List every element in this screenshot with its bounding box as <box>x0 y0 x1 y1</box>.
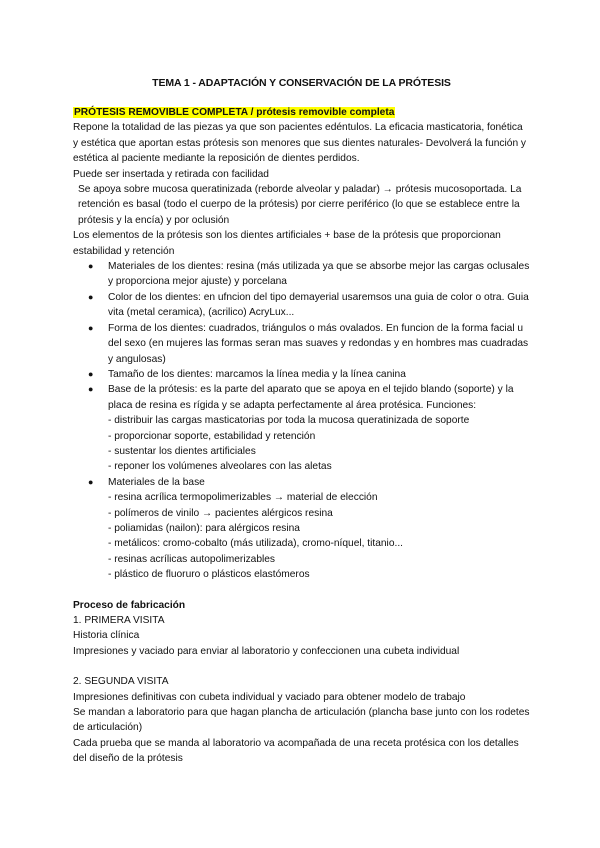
intro-line-insertion: Puede ser insertada y retirada con facilidad <box>73 168 269 180</box>
list-item: ● Base de la prótesis: es la parte del aparato que se apoya en el tejido blando (soporte) y la placa de resina es rígida y se adapta perfectamente al área protésica. Funciones: - distribuir las cargas masticatorias por toda la mucosa queratinizada de soporte - proporcionar soporte, estabilidad y retención - sustentar los dientes artificiales - reponer los volúmenes alveolares con las aletas <box>108 382 530 474</box>
section-heading-highlighted: PRÓTESIS REMOVIBLE COMPLETA / prótesis removible completa <box>74 107 395 118</box>
document-title: TEMA 1 - ADAPTACIÓN Y CONSERVACIÓN DE LA PRÓTESIS <box>152 77 451 89</box>
intro-paragraph-elements: Los elementos de la prótesis son los dientes artificiales + base de la prótesis que proporcionan estabilidad y retención <box>73 230 501 257</box>
sub-item: - proporcionar soporte, estabilidad y retención <box>108 430 316 442</box>
visit-2-line: Cada prueba que se manda al laboratorio va acompañada de una receta protésica con los detalles del diseño de la prótesis <box>73 737 519 765</box>
sub-item: - resina acrílica termopolimerizables → material de elección <box>108 492 378 504</box>
bullet-icon: ● <box>88 322 94 333</box>
visit-1-label: 1. PRIMERA VISITA <box>73 615 165 626</box>
sub-item: - sustentar los dientes artificiales <box>108 445 256 457</box>
visit-2-line: Impresiones definitivas con cubeta individual y vaciado para obtener modelo de trabajo <box>73 691 466 703</box>
process-heading: Proceso de fabricación <box>73 599 186 611</box>
sub-item: - reponer los volúmenes alveolares con las aletas <box>108 461 332 473</box>
sub-item: - polímeros de vinilo → pacientes alérgicos resina <box>108 507 333 519</box>
sub-item: - plástico de fluoruro o plásticos elastómeros <box>108 569 310 581</box>
intro-paragraph: Repone la totalidad de las piezas ya que son pacientes edéntulos. La eficacia masticatoria, fonética y estética que aportan estas prótesis son menores que sus dientes naturales- Devolverá la función y estética al paciente mediante la reposición de dientes perdidos. <box>73 122 527 165</box>
intro-paragraph-support: Se apoya sobre mucosa queratinizada (reborde alveolar y paladar) → prótesis mucosoportada. La retención es basal (todo el cuerpo de la prótesis) por cierre periférico (lo que se establece entre la prótesis y la encía) y por oclusión <box>78 184 522 226</box>
sub-item: - poliamidas (nailon): para alérgicos resina <box>108 522 300 534</box>
list-item: ● Forma de los dientes: cuadrados, triángulos o más ovalados. En funcion de la forma facial u del sexo (en mujeres las formas seran mas suaves y redondas y en hombres mas cuadradas y angulosas) <box>88 322 529 365</box>
list-item: ● Tamaño de los dientes: marcamos la línea media y la línea canina <box>108 367 530 382</box>
sub-item: - resinas acrílicas autopolimerizables <box>108 553 276 565</box>
bullet-icon: ● <box>88 368 94 379</box>
sub-item: - metálicos: cromo-cobalto (más utilizada), cromo-níquel, titanio... <box>108 538 403 550</box>
visit-2-line: Se mandan a laboratorio para que hagan plancha de articulación (plancha base junto con los rodetes de articulación) <box>73 707 530 734</box>
bullet-icon: ● <box>88 261 94 272</box>
list-item: ● Materiales de la base - resina acrílica termopolimerizables → material de elección - polímeros de vinilo → pacientes alérgicos resina - poliamidas (nailon): para alérgicos resina - metálicos: cromo-cobalto (más utilizada), cromo-níquel, titanio... - resinas acrílicas autopolimerizables - plástico de fluoruro o plásticos elastómeros <box>108 475 530 583</box>
sub-item: - distribuir las cargas masticatorias por toda la mucosa queratinizada de soporte <box>108 415 470 427</box>
visit-1-line: Impresiones y vaciado para enviar al laboratorio y confeccionen una cubeta individual <box>73 645 460 657</box>
bullet-icon: ● <box>88 291 94 302</box>
visit-2-label: 2. SEGUNDA VISITA <box>73 676 169 688</box>
bullet-list <box>73 259 530 583</box>
list-item: ● Color de los dientes: en ufncion del tipo demayerial usaremsos una guia de color o otra. Guia vita (metal ceramica), (acrilico) AcryLux... <box>88 291 529 319</box>
list-item: ● Materiales de los dientes: resina (más utilizada ya que se absorbe mejor las cargas oclusales y proporciona mejor ajuste) y porcelana <box>88 261 530 288</box>
bullet-icon: ● <box>88 384 94 395</box>
bullet-icon: ● <box>88 476 94 487</box>
visit-1-line: Historia clínica <box>73 630 140 642</box>
